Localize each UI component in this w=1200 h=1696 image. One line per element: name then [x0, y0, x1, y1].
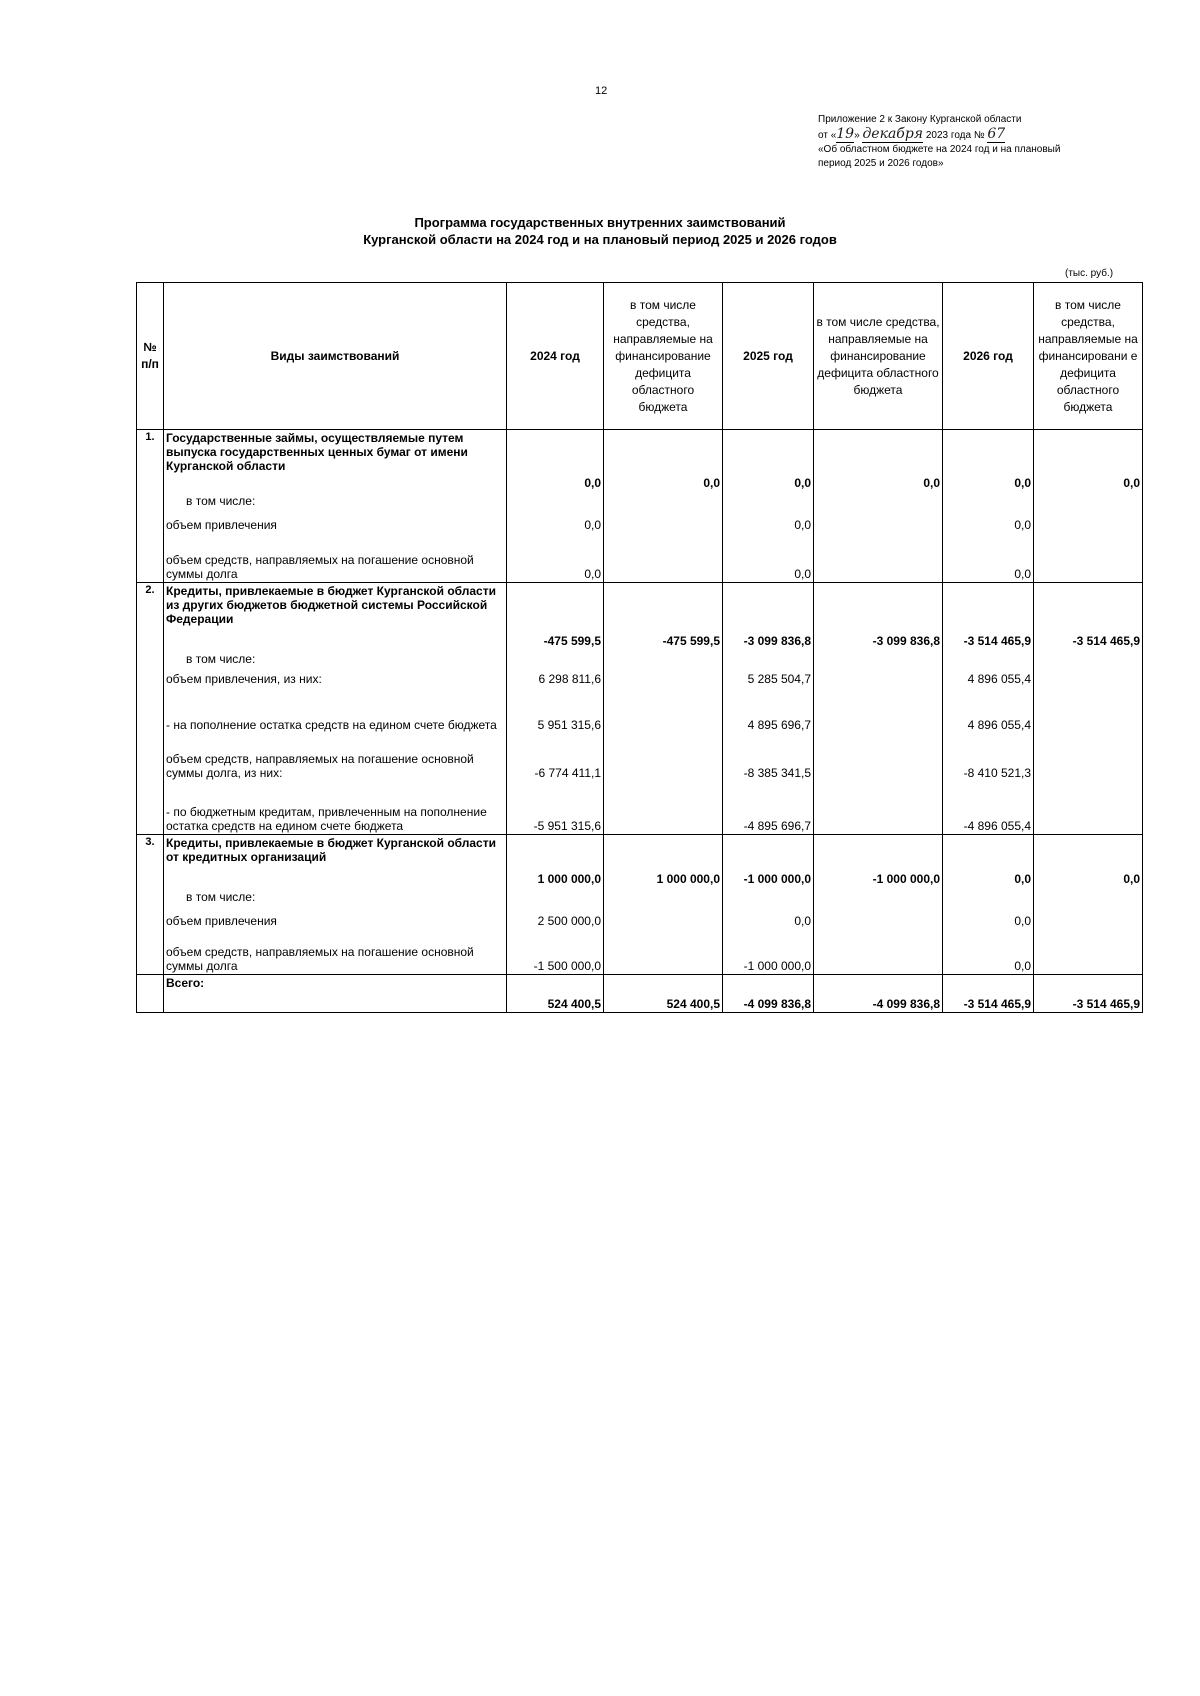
- title-line-1: Программа государственных внутренних заимствований: [414, 215, 786, 230]
- section-1-index: 1.: [137, 430, 164, 583]
- approval-line-2: [818, 127, 1118, 143]
- header-num: № п/п: [137, 283, 164, 430]
- approval-line-1: Приложение 2 к Закону Курганской области: [818, 114, 1022, 125]
- cell: 0,0: [943, 509, 1034, 533]
- cell: -1 000 000,0: [814, 835, 943, 887]
- approval-line-4: период 2025 и 2026 годов»: [818, 158, 944, 169]
- table-row: [137, 667, 1143, 687]
- cell: 4 895 696,7: [723, 687, 814, 733]
- cell: 0,0: [1034, 430, 1143, 491]
- cell: 0,0: [507, 509, 604, 533]
- section-1-label: Государственные займы, осуществляемые путем выпуска государственных ценных бумаг от имени Курганской области: [164, 430, 507, 491]
- cell: -3 099 836,8: [814, 583, 943, 649]
- header-deficit-2025: в том числе средства, направляемые на финансирование дефицита областного бюджета: [814, 283, 943, 430]
- cell: 0,0: [507, 533, 604, 583]
- cell: 0,0: [943, 430, 1034, 491]
- title-line-2: Курганской области на 2024 год и на плановый период 2025 и 2026 годов: [363, 232, 837, 247]
- units-label: (тыс. руб.): [1065, 268, 1114, 279]
- cell: -1 000 000,0: [723, 835, 814, 887]
- cell: 2 500 000,0: [507, 905, 604, 929]
- cell: 0,0: [723, 509, 814, 533]
- row-label: объем привлечения: [164, 905, 507, 929]
- cell: -5 951 315,6: [507, 781, 604, 835]
- cell: -1 500 000,0: [507, 929, 604, 975]
- table-row: [137, 687, 1143, 733]
- table-row: [137, 929, 1143, 975]
- section-3-label: Кредиты, привлекаемые в бюджет Курганской области от кредитных организаций: [164, 835, 507, 887]
- section-2-index: 2.: [137, 583, 164, 835]
- header-2025: 2025 год: [723, 283, 814, 430]
- cell: 0,0: [814, 430, 943, 491]
- page-number: 12: [595, 85, 608, 97]
- section-2-row: [137, 583, 1143, 649]
- total-label: Всего:: [164, 975, 507, 1013]
- cell: 0,0: [604, 430, 723, 491]
- cell: -3 514 465,9: [1034, 975, 1143, 1013]
- cell: 0,0: [723, 533, 814, 583]
- approval-from-label: от «: [818, 130, 837, 141]
- row-label: - по бюджетным кредитам, привлеченным на пополнение остатка средств на едином счете бюджета: [164, 781, 507, 835]
- section-3-row: [137, 835, 1143, 887]
- cell: -8 410 521,3: [943, 733, 1034, 781]
- cell: 0,0: [1034, 835, 1143, 887]
- total-row: [137, 975, 1143, 1013]
- table-row: [137, 533, 1143, 583]
- cell: 4 896 055,4: [943, 687, 1034, 733]
- section-1-row: [137, 430, 1143, 491]
- approval-year-text: 2023 года №: [925, 130, 985, 141]
- row-label: объем привлечения: [164, 509, 507, 533]
- row-label: объем средств, направляемых на погашение основной суммы долга: [164, 929, 507, 975]
- cell: 0,0: [723, 905, 814, 929]
- header-2024: 2024 год: [507, 283, 604, 430]
- row-label: объем средств, направляемых на погашение основной суммы долга: [164, 533, 507, 583]
- table-row: [137, 905, 1143, 929]
- cell: -1 000 000,0: [723, 929, 814, 975]
- row-label: - на пополнение остатка средств на едином счете бюджета: [164, 687, 507, 733]
- cell: -475 599,5: [604, 583, 723, 649]
- cell: -4 896 055,4: [943, 781, 1034, 835]
- sub-label: в том числе:: [164, 491, 507, 509]
- header-deficit-2026: в том числе средства, направляемые на финансировани е дефицита областного бюджета: [1034, 283, 1143, 430]
- cell: 1 000 000,0: [604, 835, 723, 887]
- row-label: объем средств, направляемых на погашение основной суммы долга, из них:: [164, 733, 507, 781]
- cell: 524 400,5: [604, 975, 723, 1013]
- borrowing-program-table: [136, 282, 1143, 1013]
- cell: -8 385 341,5: [723, 733, 814, 781]
- cell: -4 895 696,7: [723, 781, 814, 835]
- handwritten-month: декабря: [862, 126, 924, 142]
- cell: -3 514 465,9: [1034, 583, 1143, 649]
- handwritten-number: 67: [987, 126, 1006, 142]
- cell: -3 099 836,8: [723, 583, 814, 649]
- row-label: объем привлечения, из них:: [164, 667, 507, 687]
- sub-label: в том числе:: [164, 887, 507, 905]
- header-deficit-2024: в том числе средства, направляемые на финансирование дефицита областного бюджета: [604, 283, 723, 430]
- cell: 0,0: [943, 929, 1034, 975]
- cell: 0,0: [723, 430, 814, 491]
- cell: 0,0: [943, 533, 1034, 583]
- cell: -4 099 836,8: [814, 975, 943, 1013]
- approval-note: [818, 113, 1118, 171]
- cell: 1 000 000,0: [507, 835, 604, 887]
- cell: 5 951 315,6: [507, 687, 604, 733]
- table-row: [137, 509, 1143, 533]
- section-2-label: Кредиты, привлекаемые в бюджет Курганской области из других бюджетов бюджетной системы Российской Федерации: [164, 583, 507, 649]
- cell: 0,0: [507, 430, 604, 491]
- subheader-row: [137, 887, 1143, 905]
- section-3-index: 3.: [137, 835, 164, 975]
- cell: 5 285 504,7: [723, 667, 814, 687]
- table-row: [137, 733, 1143, 781]
- cell: 524 400,5: [507, 975, 604, 1013]
- header-kind: Виды заимствований: [164, 283, 507, 430]
- total-index-empty: [137, 975, 164, 1013]
- cell: 6 298 811,6: [507, 667, 604, 687]
- cell: 0,0: [943, 905, 1034, 929]
- subheader-row: [137, 649, 1143, 667]
- header-2026: 2026 год: [943, 283, 1034, 430]
- approval-line-3: «Об областном бюджете на 2024 год и на плановый: [818, 144, 1061, 155]
- cell: -6 774 411,1: [507, 733, 604, 781]
- cell: -475 599,5: [507, 583, 604, 649]
- sub-label: в том числе:: [164, 649, 507, 667]
- handwritten-day: 19: [836, 126, 855, 142]
- approval-mid: »: [854, 130, 860, 141]
- cell: -3 514 465,9: [943, 583, 1034, 649]
- document-title: [0, 214, 1200, 248]
- cell: -3 514 465,9: [943, 975, 1034, 1013]
- table-row: [137, 781, 1143, 835]
- cell: 0,0: [943, 835, 1034, 887]
- header-row: [137, 283, 1143, 430]
- cell: 4 896 055,4: [943, 667, 1034, 687]
- cell: -4 099 836,8: [723, 975, 814, 1013]
- subheader-row: [137, 491, 1143, 509]
